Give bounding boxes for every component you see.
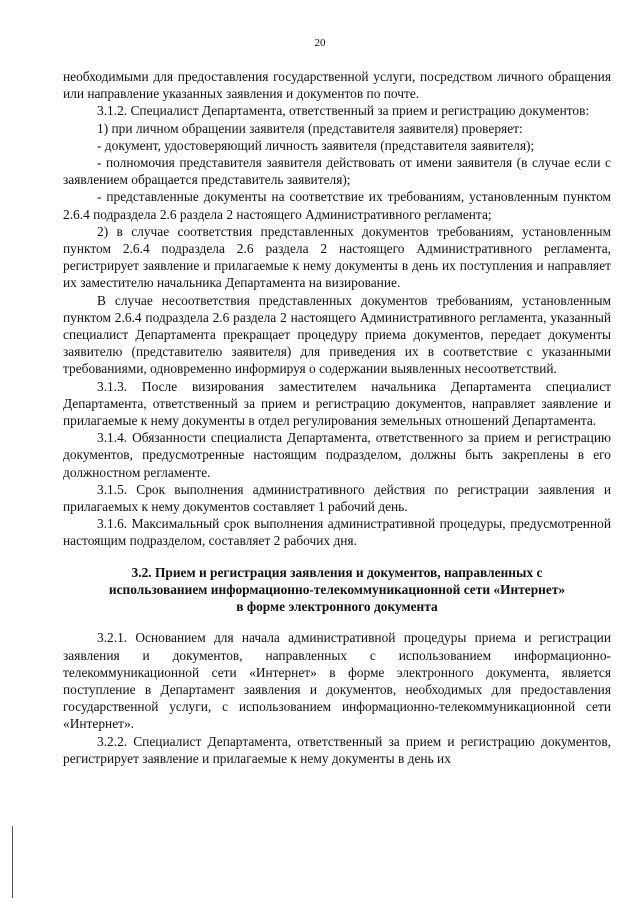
document-body xyxy=(63,68,611,767)
list-item-personal-appeal: 1) при личном обращении заявителя (представителя заявителя) проверяет: xyxy=(97,120,523,136)
section-heading-line: в форме электронного документа xyxy=(236,599,438,615)
paragraph-3-1-5: 3.1.5. Срок выполнения административного действия по регистрации заявления и прилагаемых к нему документов составляет 1 рабочий день. xyxy=(63,481,611,515)
paragraph-3-1-6: 3.1.6. Максимальный срок выполнения административной процедуры, предусмотренной настоящим подразделом, составляет 2 рабочих дня. xyxy=(63,516,611,549)
list-item-compliance-case: 2) в случае соответствия представленных документов требованиям, установленным пунктом 2.6.4 подраздела 2.6 раздела 2 настоящего Административного регламента, регистрирует заявление и прилагаемые к нему документы в день их поступления и направляет их заместителю начальника Департамента на визирование. xyxy=(63,223,611,291)
paragraph-3-1-2: 3.1.2. Специалист Департамента, ответственный за прием и регистрацию документов: xyxy=(97,103,590,119)
paragraph-3-1-4: 3.1.4. Обязанности специалиста Департамента, ответственного за прием и регистрацию документов, предусмотренные настоящим подразделом, должны быть закреплены в его должностном регламенте. xyxy=(63,430,611,480)
scan-edge-line xyxy=(12,826,13,898)
section-heading-line: 3.2. Прием и регистрация заявления и документов, направленных с xyxy=(131,564,543,580)
section-heading-3-2 xyxy=(63,564,611,616)
paragraph-continuation: необходимыми для предоставления государственной услуги, посредством личного обращения или направление указанных заявления и документов по почте. xyxy=(63,69,611,102)
section-heading-line: использованием информационно-телекоммуникационной сети «Интернет» xyxy=(108,581,566,597)
paragraph-noncompliance-case: В случае несоответствия представленных документов требованиям, установленным пунктом 2.6.4 подраздела 2.6 раздела 2 настоящего Административного регламента, указанный специалист Департамента прекращает процедуру приема документов, передает документы заявителю (представителю заявителя) для приведения их в соответствие с указанными требованиями, одновременно информируя о содержании выявленных несоответствий. xyxy=(63,292,611,377)
list-item-representative-authority: - полномочия представителя заявителя действовать от имени заявителя (в случае если с заявлением обращается представитель заявителя); xyxy=(63,155,611,188)
list-item-documents-compliance: - представленные документы на соответствие их требованиям, установленным пунктом 2.6.4 подраздела 2.6 раздела 2 настоящего Административного регламента; xyxy=(63,189,611,222)
page-number: 20 xyxy=(314,37,326,49)
paragraph-3-1-3: 3.1.3. После визирования заместителем начальника Департамента специалист Департамента, ответственный за прием и регистрацию документов, направляет заявление и прилагаемые к нему документы в отдел регулирования земельных отношений Департамента. xyxy=(63,378,611,429)
list-item-identity-document: - документ, удостоверяющий личность заявителя (представителя заявителя); xyxy=(97,137,535,153)
paragraph-3-2-1: 3.2.1. Основанием для начала административной процедуры приема и регистрации заявления и документов, направленных с использованием информационно-телекоммуникационной сети «Интернет» в форме электронного документа, является поступление в Департамент заявления и документов, необходимых для предоставления государственной услуги, с использованием информационно-телекоммуникационной сети «Интернет». xyxy=(63,630,611,732)
paragraph-3-2-2: 3.2.2. Специалист Департамента, ответственный за прием и регистрацию документов, регистрирует заявление и прилагаемые к нему документы в день их xyxy=(63,733,611,766)
